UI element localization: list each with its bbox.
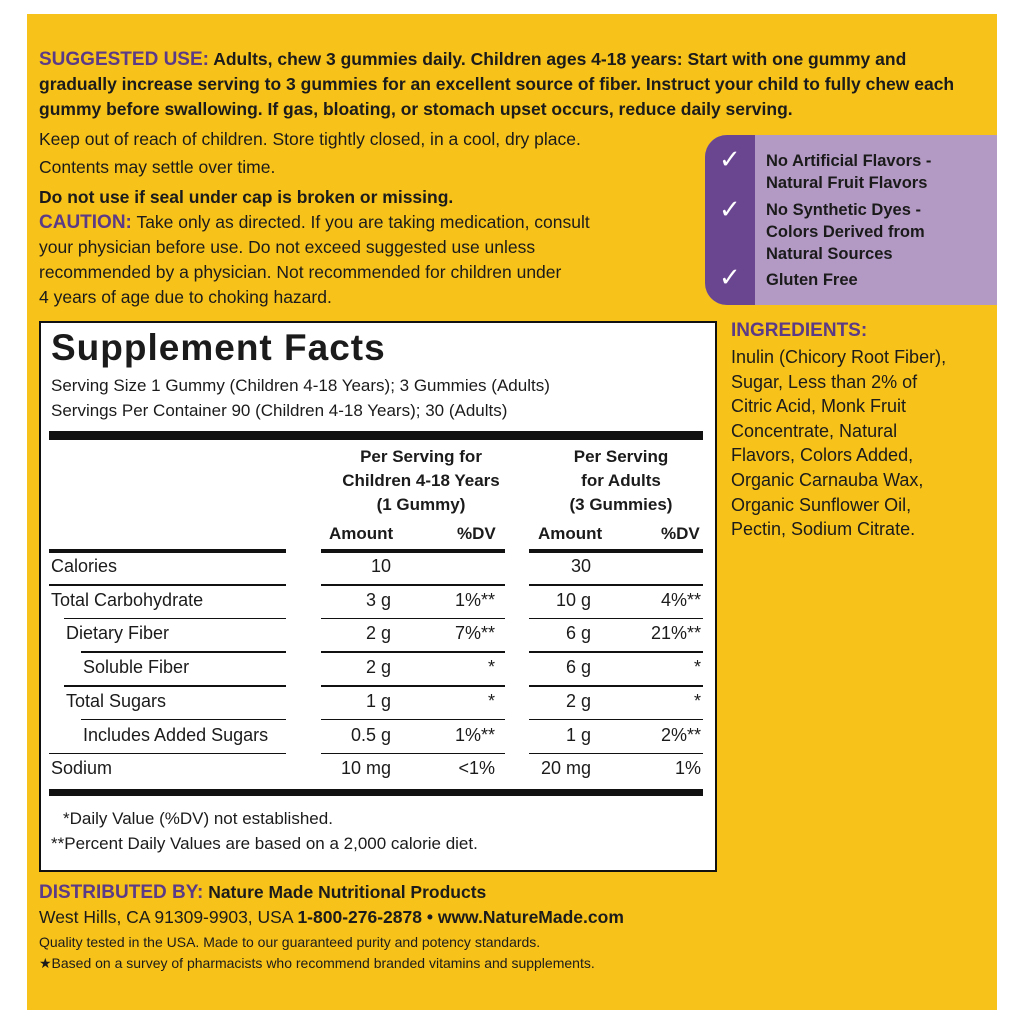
row-rule bbox=[529, 651, 703, 653]
supplement-facts-title: Supplement Facts bbox=[51, 327, 386, 368]
column-header-line: for Adults bbox=[581, 471, 661, 490]
column-header-line: Children 4-18 Years bbox=[342, 471, 500, 490]
row-rule bbox=[529, 618, 703, 620]
supplement-facts-panel bbox=[39, 321, 717, 872]
distributor-contact: 1-800-276-2878 • www.NatureMade.com bbox=[297, 907, 624, 927]
row-rule bbox=[529, 584, 703, 586]
children-amount: 2 g bbox=[365, 657, 391, 678]
column-header-line: Per Serving bbox=[573, 447, 669, 466]
check-icon: ✓ bbox=[719, 145, 741, 175]
children-amount: 3 g bbox=[365, 589, 391, 610]
children-dv: * bbox=[487, 690, 495, 711]
servings-per-container: Servings Per Container 90 (Children 4-18 Years); 30 (Adults) bbox=[51, 401, 508, 420]
column-header-line: (3 Gummies) bbox=[569, 495, 673, 514]
nutrient-label: Calories bbox=[51, 556, 118, 576]
bottom-thick-rule bbox=[49, 789, 703, 796]
claim-line: Gluten Free bbox=[766, 271, 858, 289]
row-rule bbox=[529, 685, 703, 687]
children-amount: 10 bbox=[370, 556, 391, 576]
ingredients-line: Sugar, Less than 2% of bbox=[731, 371, 918, 392]
suggested-use-line-2: gradually increase serving to 3 gummies for an excellent source of fiber. Instruct your child to fully chew each bbox=[39, 74, 955, 94]
nutrient-label: Total Carbohydrate bbox=[51, 589, 204, 610]
claim-no-synthetic-dyes bbox=[766, 199, 925, 265]
row-rule bbox=[64, 685, 286, 687]
ingredients-line: Pectin, Sodium Citrate. bbox=[731, 519, 916, 540]
row-rule bbox=[49, 584, 286, 586]
nutrient-label: Soluble Fiber bbox=[83, 657, 190, 678]
ingredients-header: INGREDIENTS: bbox=[731, 320, 868, 341]
row-rule bbox=[81, 719, 286, 721]
row-rule bbox=[321, 618, 505, 620]
amount-header-children: Amount bbox=[329, 524, 394, 543]
claim-line: No Artificial Flavors - bbox=[766, 152, 932, 170]
dv-header-children: %DV bbox=[457, 524, 496, 543]
suggested-use-text-1: Adults, chew 3 gummies daily. Children ages 4-18 years: Start with one gummy and bbox=[213, 49, 907, 69]
thick-rule bbox=[49, 431, 703, 440]
adults-dv: * bbox=[693, 657, 701, 678]
adults-amount: 6 g bbox=[565, 657, 591, 678]
ingredients-line: Organic Carnauba Wax, bbox=[731, 470, 924, 490]
caution-line-4: 4 years of age due to choking hazard. bbox=[39, 287, 332, 307]
caution-line-3: recommended by a physician. Not recommended for children under bbox=[39, 262, 562, 282]
adults-amount: 10 g bbox=[555, 589, 591, 610]
caution-text-1: Take only as directed. If you are taking medication, consult bbox=[136, 212, 590, 232]
survey-statement: ★Based on a survey of pharmacists who recommend branded vitamins and supplements. bbox=[39, 955, 595, 971]
caution-line-2: your physician before use. Do not exceed suggested use unless bbox=[39, 237, 536, 257]
footnote-percent-dv: **Percent Daily Values are based on a 2,000 calorie diet. bbox=[51, 834, 478, 853]
children-dv: <1% bbox=[458, 758, 495, 779]
adults-dv: 2%** bbox=[660, 724, 701, 745]
claim-no-artificial-flavors bbox=[766, 150, 931, 194]
distributor-line bbox=[39, 880, 486, 906]
row-rule bbox=[321, 584, 505, 586]
distributor-company: Nature Made Nutritional Products bbox=[208, 882, 487, 902]
nutrient-label: Total Sugars bbox=[66, 690, 167, 711]
ingredients-line: Inulin (Chicory Root Fiber), bbox=[731, 347, 947, 367]
claim-gluten-free bbox=[766, 269, 858, 291]
row-rule bbox=[321, 719, 505, 721]
footnote-dv-not-established: *Daily Value (%DV) not established. bbox=[63, 809, 333, 828]
row-rule bbox=[529, 719, 703, 721]
row-rule bbox=[529, 753, 703, 755]
children-dv: 1%** bbox=[454, 589, 495, 610]
adults-amount: 2 g bbox=[565, 690, 591, 711]
suggested-use-line-3: gummy before swallowing. If gas, bloating, or stomach upset occurs, reduce daily serving. bbox=[39, 99, 793, 119]
distributor-address: West Hills, CA 91309-9903, USA bbox=[39, 907, 293, 927]
serving-size: Serving Size 1 Gummy (Children 4-18 Years); 3 Gummies (Adults) bbox=[51, 376, 550, 395]
seal-warning: Do not use if seal under cap is broken or missing. bbox=[39, 187, 454, 207]
row-rule bbox=[321, 753, 505, 755]
claim-line: Colors Derived from bbox=[766, 223, 925, 241]
adults-dv: 1% bbox=[674, 758, 701, 779]
claim-line: No Synthetic Dyes - bbox=[766, 201, 921, 219]
adults-amount: 20 mg bbox=[540, 758, 591, 779]
nutrient-label: Dietary Fiber bbox=[66, 623, 170, 644]
children-amount: 0.5 g bbox=[350, 724, 391, 745]
children-amount: 2 g bbox=[365, 623, 391, 644]
row-rule bbox=[81, 651, 286, 653]
distributed-by-header: DISTRIBUTED BY: bbox=[39, 882, 204, 903]
children-dv: 1%** bbox=[454, 724, 495, 745]
claims-box bbox=[705, 135, 997, 305]
adults-dv: 4%** bbox=[660, 589, 701, 610]
storage-line: Keep out of reach of children. Store tightly closed, in a cool, dry place. bbox=[39, 129, 581, 149]
suggested-use-line-1 bbox=[39, 47, 906, 73]
check-icon: ✓ bbox=[719, 263, 741, 293]
row-rule bbox=[321, 685, 505, 687]
nutrient-label: Sodium bbox=[51, 758, 113, 779]
ingredients-line: Citric Acid, Monk Fruit bbox=[731, 396, 907, 417]
header-rule bbox=[49, 549, 286, 553]
label-panel bbox=[27, 14, 997, 1010]
adults-amount: 1 g bbox=[565, 724, 591, 745]
ingredients-line: Flavors, Colors Added, bbox=[731, 445, 914, 466]
quality-statement: Quality tested in the USA. Made to our guaranteed purity and potency standards. bbox=[39, 934, 541, 950]
children-dv: 7%** bbox=[454, 623, 495, 644]
suggested-use-header: SUGGESTED USE: bbox=[39, 49, 209, 70]
ingredients-line: Concentrate, Natural bbox=[731, 420, 898, 441]
header-rule bbox=[529, 549, 703, 553]
row-rule bbox=[321, 651, 505, 653]
column-header-line: Per Serving for bbox=[360, 447, 482, 466]
adults-amount: 6 g bbox=[565, 623, 591, 644]
claim-line: Natural Sources bbox=[766, 245, 893, 263]
check-icon: ✓ bbox=[719, 195, 741, 225]
adults-amount: 30 bbox=[570, 556, 591, 576]
caution-header: CAUTION: bbox=[39, 212, 132, 233]
dv-header-adults: %DV bbox=[661, 524, 700, 543]
children-column-header bbox=[316, 445, 526, 517]
distributor-address-line bbox=[39, 905, 624, 930]
header-rule bbox=[321, 549, 505, 553]
children-amount: 10 mg bbox=[340, 758, 391, 779]
settle-line: Contents may settle over time. bbox=[39, 157, 276, 177]
column-header-line: (1 Gummy) bbox=[376, 495, 466, 514]
adults-dv: 21%** bbox=[650, 623, 701, 644]
ingredients-line: Organic Sunflower Oil, bbox=[731, 494, 912, 515]
claim-line: Natural Fruit Flavors bbox=[766, 174, 928, 192]
children-amount: 1 g bbox=[365, 690, 391, 711]
nutrient-label: Includes Added Sugars bbox=[83, 724, 269, 745]
row-rule bbox=[64, 618, 286, 620]
amount-header-adults: Amount bbox=[538, 524, 603, 543]
row-rule bbox=[49, 753, 286, 755]
adults-column-header bbox=[521, 445, 721, 517]
adults-dv: * bbox=[693, 690, 701, 711]
caution-line-1 bbox=[39, 210, 590, 236]
children-dv: * bbox=[487, 657, 495, 678]
